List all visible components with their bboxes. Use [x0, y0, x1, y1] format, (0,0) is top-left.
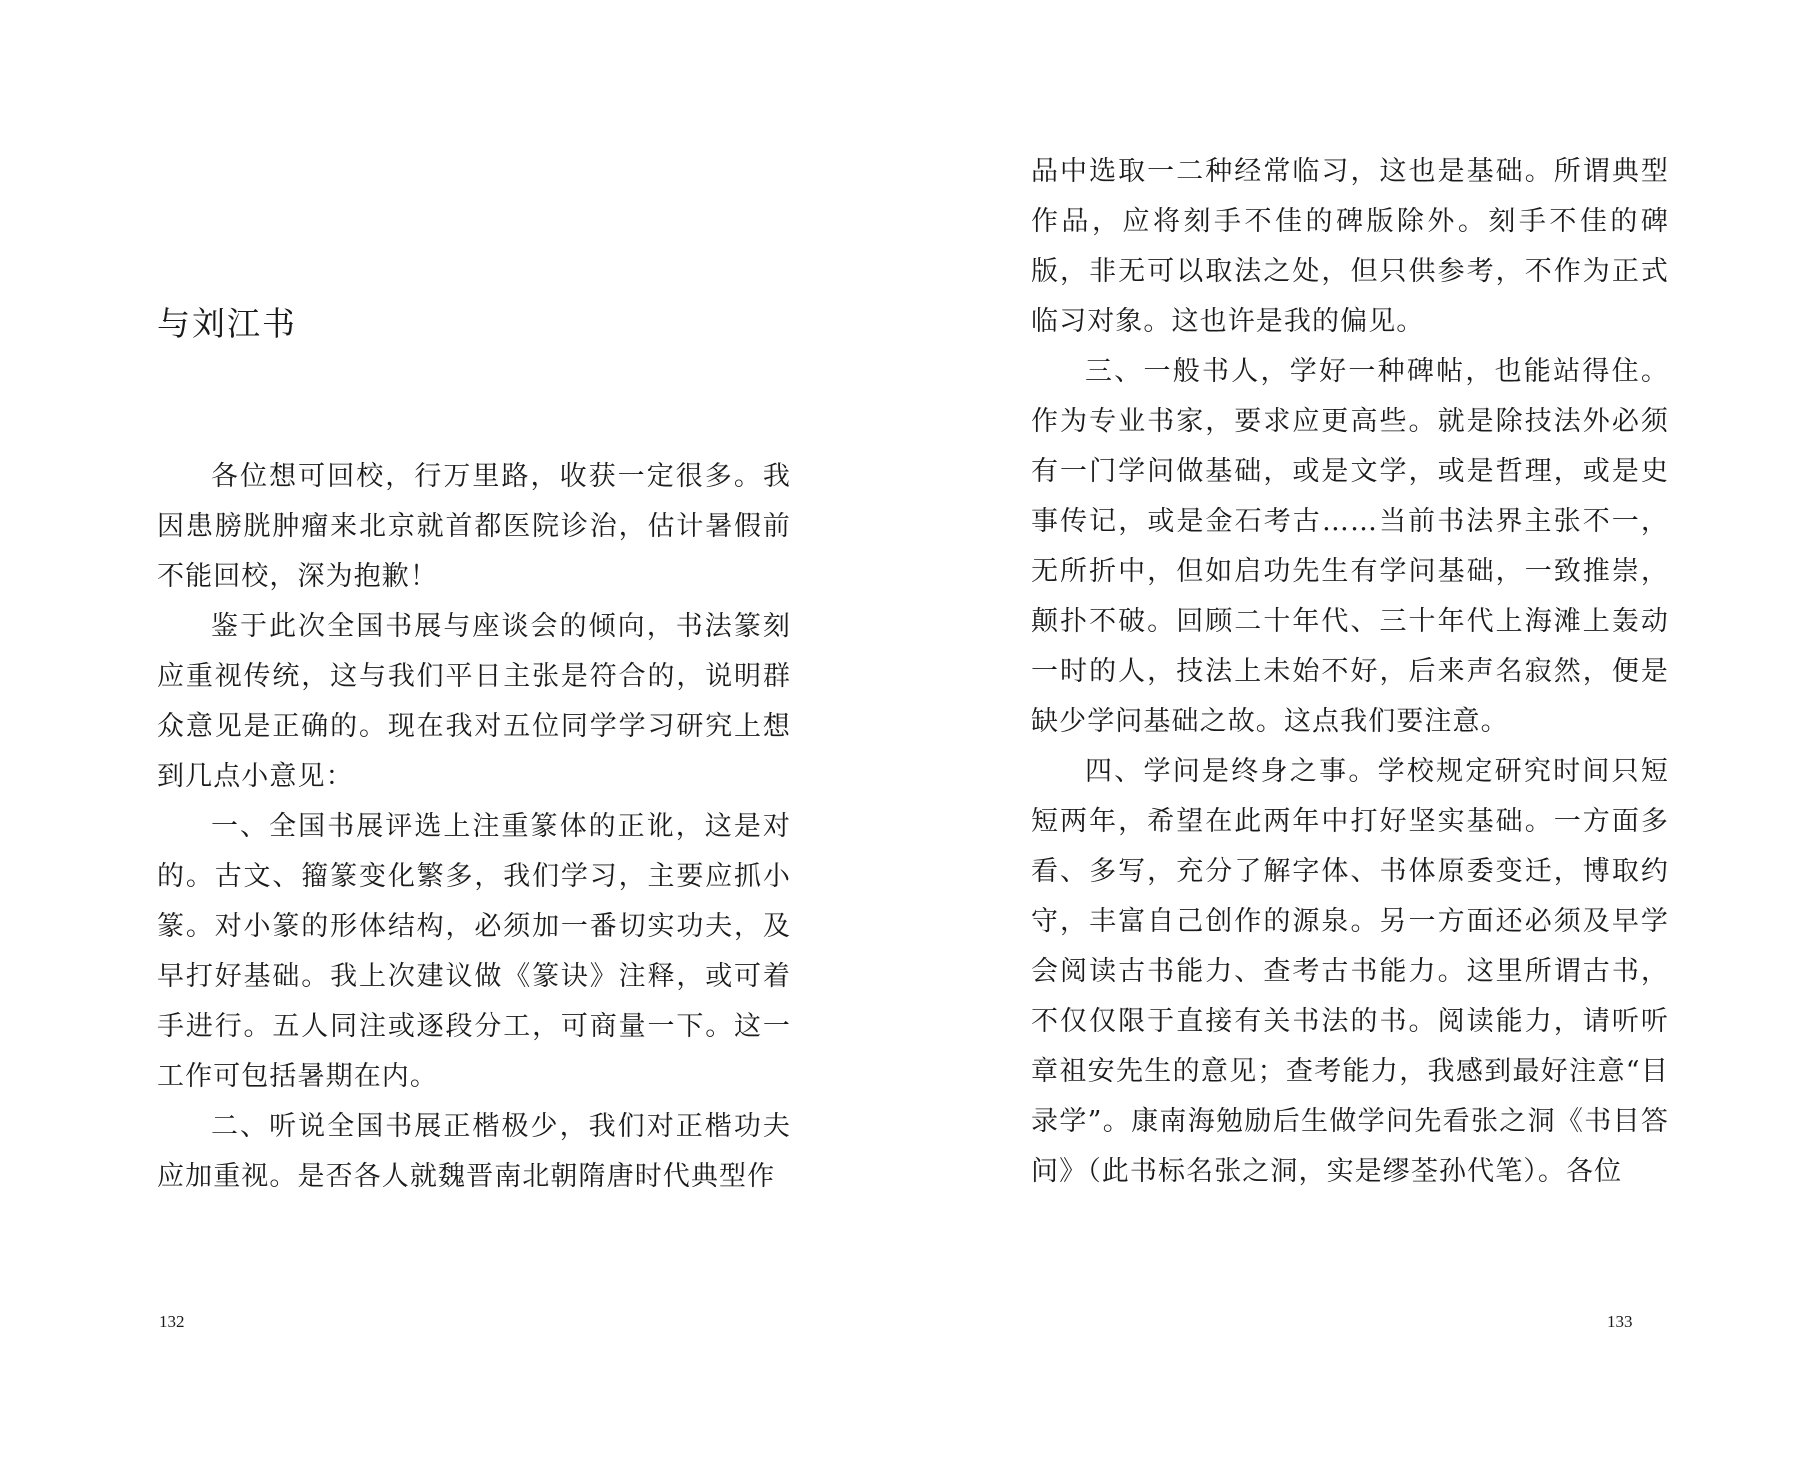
continued-paragraph: 品中选取一二种经常临习，这也是基础。所谓典型作品，应将刻手不佳的碑版除外。刻手不佳的碑版，非无可以取法之处，但只供参考，不作为正式临习对象。这也许是我的偏见。: [1031, 156, 1669, 337]
page-number-left: 132: [159, 1312, 185, 1331]
letter-title: 与刘江书: [157, 304, 297, 343]
right-body-text: [1031, 147, 1669, 1197]
paragraph: 一、全国书展评选上注重篆体的正讹，这是对的。古文、籀篆变化繁多，我们学习，主要应抓小篆。对小篆的形体结构，必须加一番切实功夫，及早打好基础。我上次建议做《篆诀》注释，或可着手进行。五人同注或逐段分工，可商量一下。这一工作可包括暑期在内。: [157, 811, 791, 1092]
paragraph: 二、听说全国书展正楷极少，我们对正楷功夫应加重视。是否各人就魏晋南北朝隋唐时代典型作: [157, 1111, 791, 1192]
paragraph: 三、一般书人，学好一种碑帖，也能站得住。作为专业书家，要求应更高些。就是除技法外必须有一门学问做基础，或是文学，或是哲理，或是史事传记，或是金石考古……当前书法界主张不一，无所折中，但如启功先生有学问基础，一致推崇，颠扑不破。回顾二十年代、三十年代上海滩上轰动一时的人，技法上未始不好，后来声名寂然，便是缺少学问基础之故。这点我们要注意。: [1031, 356, 1669, 737]
paragraph: 各位想可回校，行万里路，收获一定很多。我因患膀胱肿瘤来北京就首都医院诊治，估计暑假前不能回校，深为抱歉！: [157, 461, 791, 592]
left-body-text: [157, 452, 791, 1202]
paragraph: 鉴于此次全国书展与座谈会的倾向，书法篆刻应重视传统，这与我们平日主张是符合的，说明群众意见是正确的。现在我对五位同学学习研究上想到几点小意见：: [157, 611, 791, 792]
paragraph: 四、学问是终身之事。学校规定研究时间只短短两年，希望在此两年中打好坚实基础。一方面多看、多写，充分了解字体、书体原委变迁，博取约守，丰富自己创作的源泉。另一方面还必须及早学会阅读古书能力、查考古书能力。这里所谓古书，不仅仅限于直接有关书法的书。阅读能力，请听听章祖安先生的意见；查考能力，我感到最好注意“目录学”。康南海勉励后生做学问先看张之洞《书目答问》（此书标名张之洞，实是缪荃孙代笔）。各位: [1031, 756, 1669, 1187]
right-page: [906, 0, 1812, 1457]
page-number-right: 133: [1607, 1312, 1633, 1331]
